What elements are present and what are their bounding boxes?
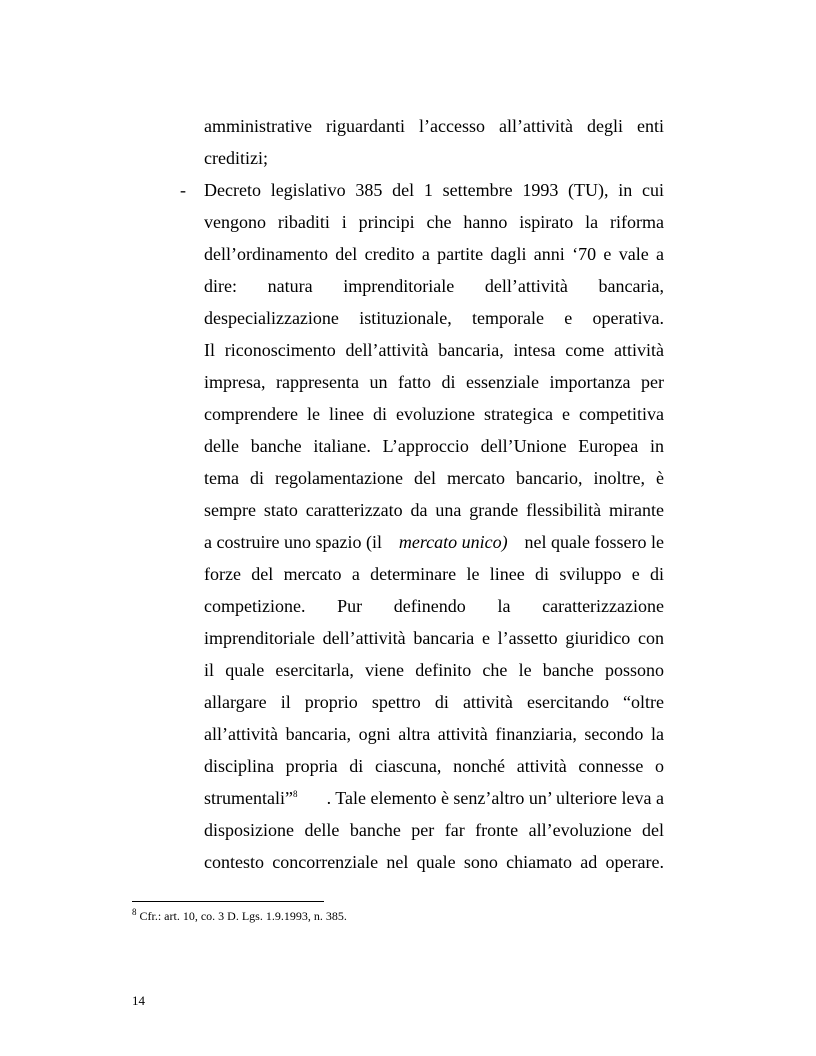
body-line: comprendere le linee di evoluzione strategica e competitiva bbox=[204, 404, 664, 424]
body-line: Il riconoscimento dell’attività bancaria, intesa come attività bbox=[204, 340, 664, 360]
body-line bbox=[204, 531, 664, 553]
body-line-segment bbox=[204, 787, 297, 809]
body-line-segment: strumentali” bbox=[204, 788, 293, 808]
body-line: disciplina propria di ciascuna, nonché attività connesse o bbox=[204, 756, 664, 776]
body-line: all’attività bancaria, ogni altra attività finanziaria, secondo la bbox=[204, 724, 664, 744]
body-line: competizione. Pur definendo la caratterizzazione bbox=[204, 596, 664, 616]
body-line: dire: natura imprenditoriale dell’attività bancaria, bbox=[204, 276, 664, 296]
body-line: forze del mercato a determinare le linee di sviluppo e di bbox=[204, 564, 664, 584]
page-number: 14 bbox=[132, 993, 145, 1008]
body-line-segment: nel quale fossero le bbox=[524, 532, 664, 552]
body-line: Decreto legislativo 385 del 1 settembre 1993 (TU), in cui bbox=[204, 180, 664, 200]
footnote-separator bbox=[132, 901, 324, 902]
body-line: contesto concorrenziale nel quale sono chiamato ad operare. bbox=[204, 852, 664, 872]
body-line: delle banche italiane. L’approccio dell’Unione Europea in bbox=[204, 436, 664, 456]
footnote-reference: 8 bbox=[292, 789, 298, 799]
footnote bbox=[132, 908, 347, 924]
footnote-marker: 8 bbox=[132, 907, 137, 917]
body-line: imprenditoriale dell’attività bancaria e l’assetto giuridico con bbox=[204, 628, 664, 648]
body-line: creditizi; bbox=[204, 148, 268, 168]
body-line: tema di regolamentazione del mercato bancario, inoltre, è bbox=[204, 468, 664, 488]
body-line: sempre stato caratterizzato da una grande flessibilità mirante bbox=[204, 500, 664, 520]
body-line: vengono ribaditi i principi che hanno ispirato la riforma bbox=[204, 212, 664, 232]
footnote-text: Cfr.: art. 10, co. 3 D. Lgs. 1.9.1993, n. 385. bbox=[136, 909, 347, 923]
body-line-segment: a costruire uno spazio (il bbox=[204, 532, 382, 552]
emphasis-mercato-unico: mercato unico) bbox=[398, 532, 508, 552]
body-line: impresa, rappresenta un fatto di essenziale importanza per bbox=[204, 372, 664, 392]
body-line: il quale esercitarla, viene definito che le banche possono bbox=[204, 660, 664, 680]
body-line bbox=[204, 787, 664, 809]
body-line: allargare il proprio spettro di attività esercitando “oltre bbox=[204, 692, 664, 712]
list-bullet: - bbox=[180, 180, 186, 200]
body-line-segment: . Tale elemento è senz’altro un’ ulteriore leva a bbox=[326, 788, 664, 808]
body-line: amministrative riguardanti l’accesso all’attività degli enti bbox=[204, 116, 664, 136]
body-line: disposizione delle banche per far fronte all’evoluzione del bbox=[204, 820, 664, 840]
body-line: despecializzazione istituzionale, temporale e operativa. bbox=[204, 308, 664, 328]
body-line: dell’ordinamento del credito a partite dagli anni ‘70 e vale a bbox=[204, 244, 664, 264]
